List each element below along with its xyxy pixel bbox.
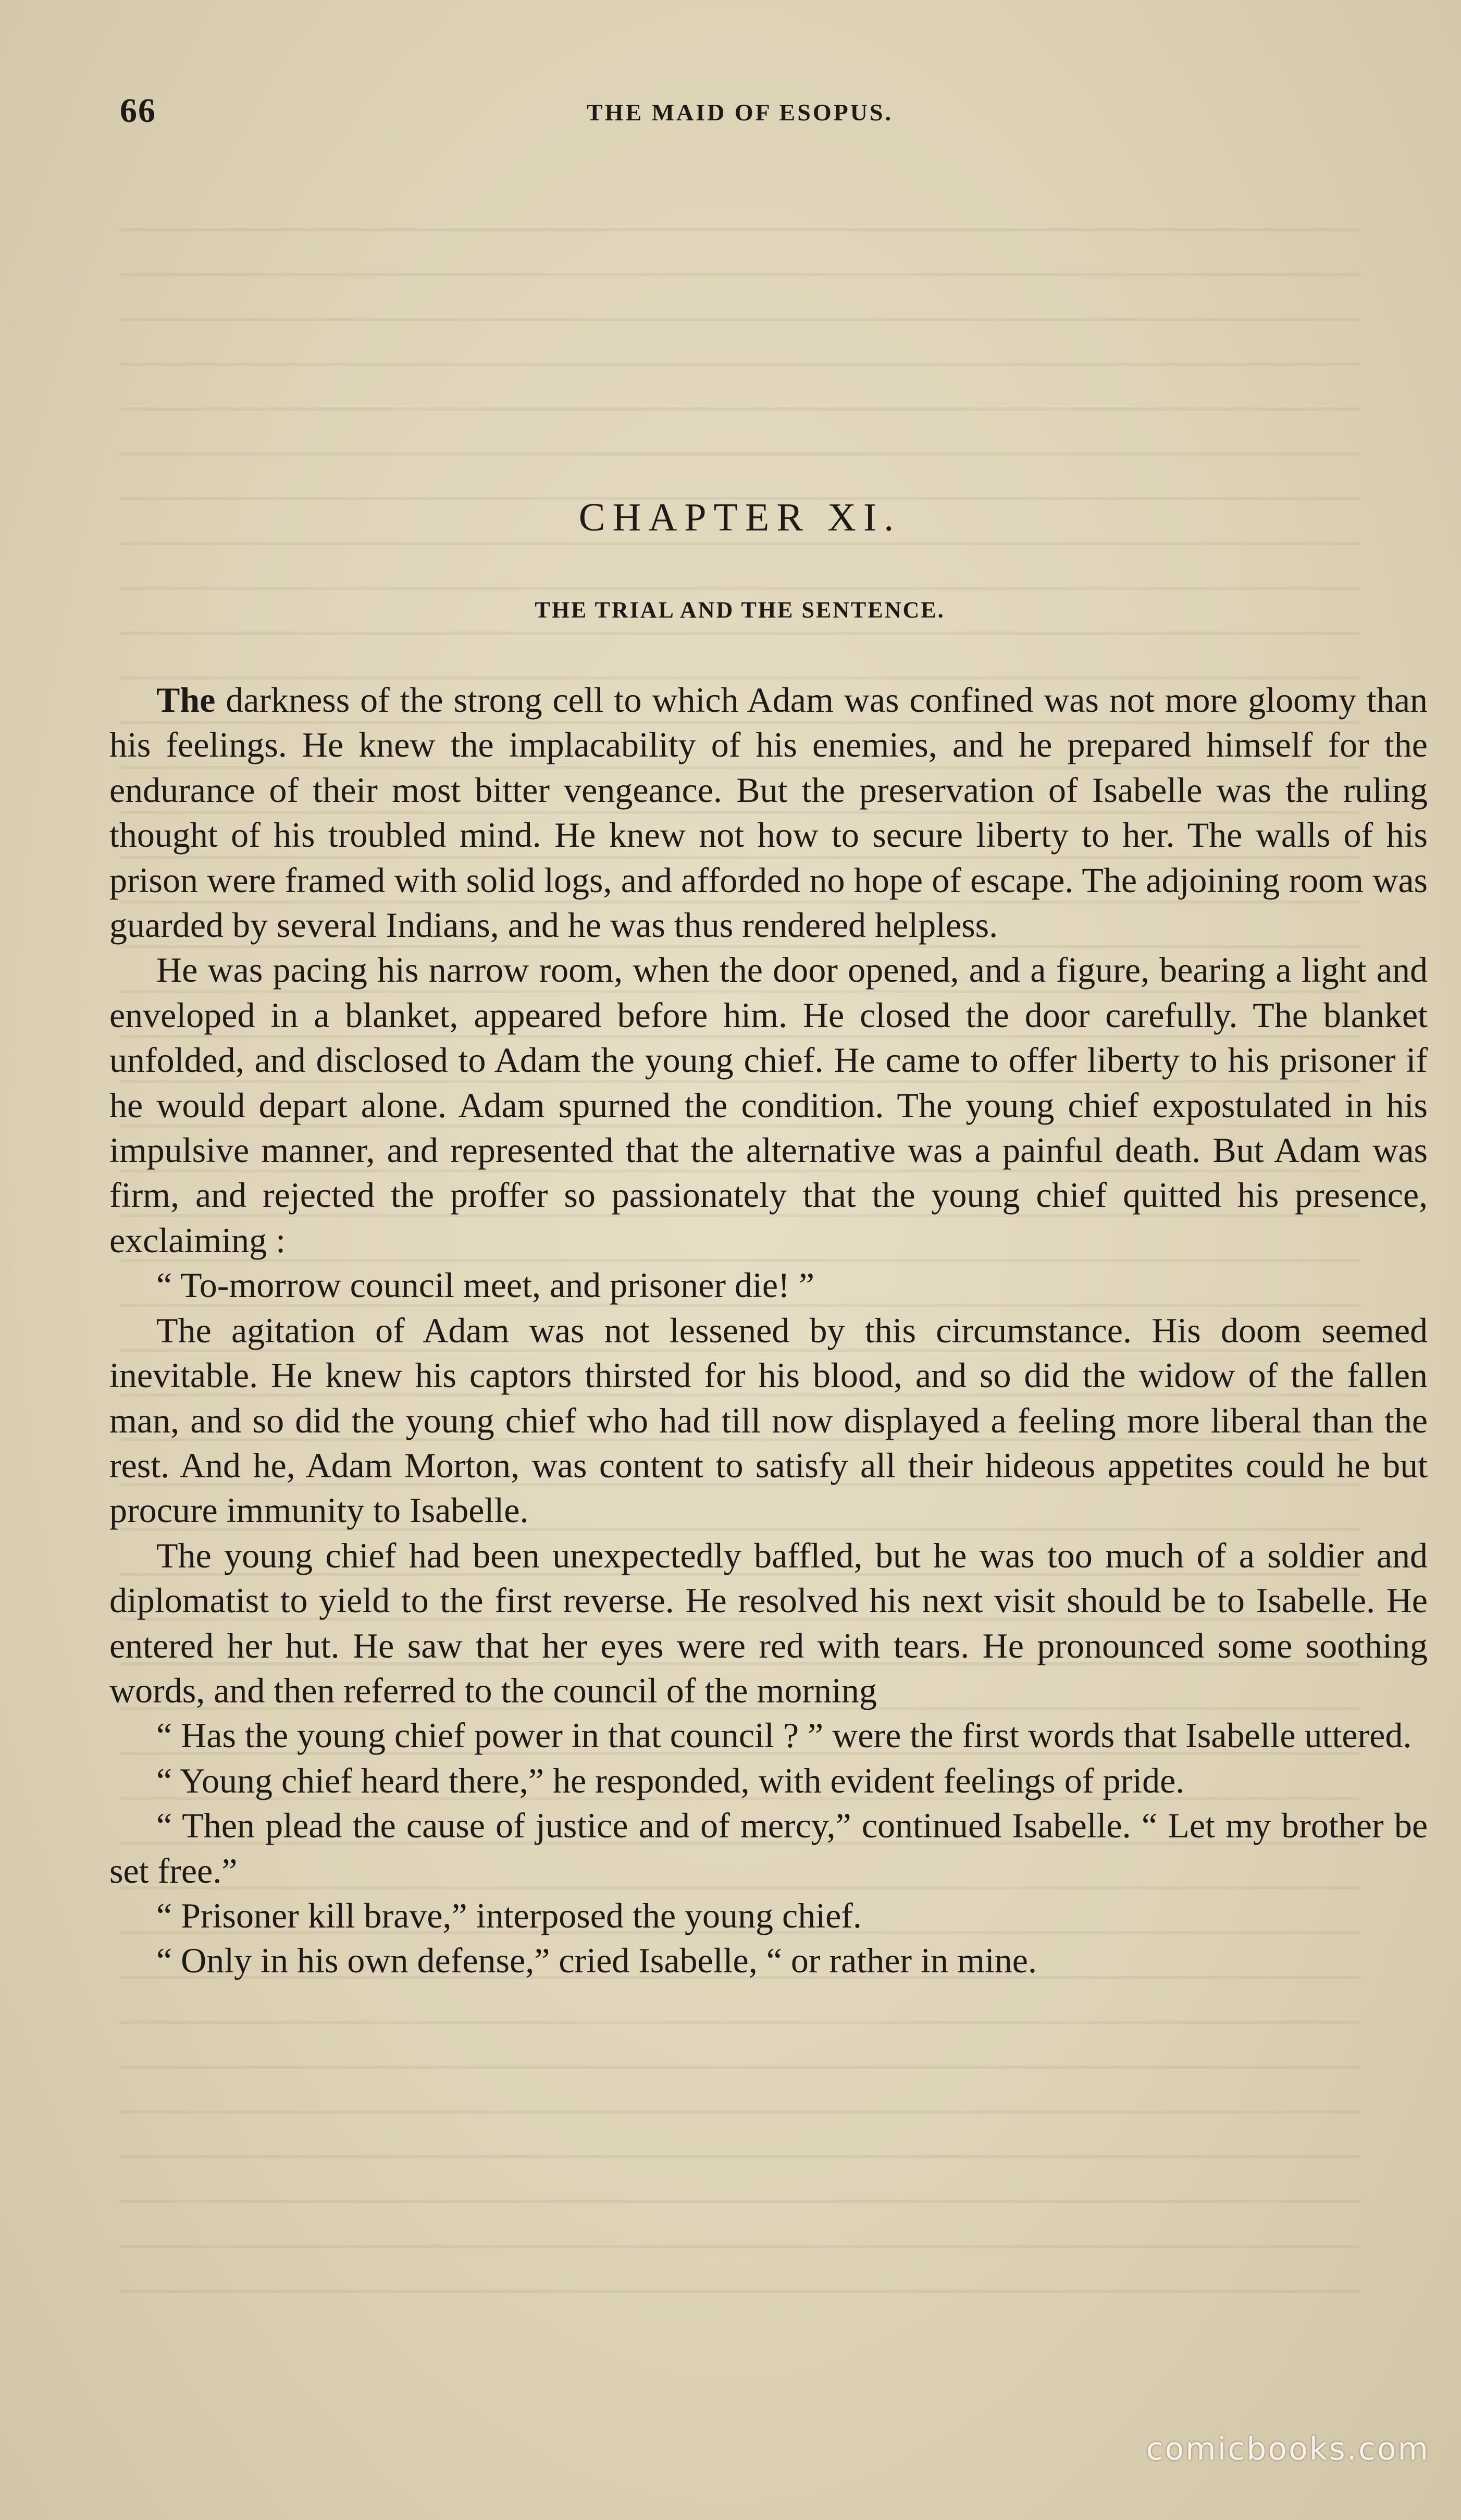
paragraph: “ To-morrow council meet, and prisoner die! ” <box>156 1265 814 1305</box>
page-number: 66 <box>120 92 156 130</box>
opening-word: The <box>156 680 216 720</box>
chapter-subtitle: THE TRIAL AND THE SENTENCE. <box>535 597 945 623</box>
paragraph: “ Then plead the cause of justice and of mercy,” continued Isabelle. “ Let my brother be set free.” <box>109 1806 1428 1891</box>
paragraph <box>109 677 1428 947</box>
paragraph: “ Only in his own defense,” cried Isabelle, “ or rather in mine. <box>156 1941 1037 1981</box>
running-head <box>120 91 1360 138</box>
paragraph: “ Prisoner kill brave,” interposed the young chief. <box>156 1895 862 1935</box>
body-text <box>109 677 1428 1983</box>
paragraph: He was pacing his narrow room, when the door opened, and a figure, bearing a light and enveloped in a blanket, appeared before him. He closed the door carefully. The blanket unfolded, and disclosed to Adam the young chief. He came to offer liberty to his prisoner if he would depart alone. Adam spurned the condition. The young chief expostulated in his impulsive manner, and represented that the alternative was a painful death. But Adam was firm, and rejected the proffer so passionately that the young chief quitted his presence, exclaiming : <box>109 950 1428 1260</box>
paragraph-text: darkness of the strong cell to which Adam was confined was not more gloomy than his feelings. He knew the implacability of his enemies, and he prepared himself for the endurance of their most bitter vengeance. But the preservation of Isabelle was the ruling thought of his troubled mind. He knew not how to secure liberty to her. The walls of his prison were framed with solid logs, and afforded no hope of escape. The adjoining room was guarded by several Indians, and he was thus rendered helpless. <box>109 680 1428 945</box>
paragraph: The agitation of Adam was not lessened by this circumstance. His doom seemed inevitable. He knew his captors thirsted for his blood, and so did the widow of the fallen man, and so did the young chief who had till now displayed a feeling more liberal than the rest. And he, Adam Morton, was content to satisfy all their hideous appetites could he but procure immunity to Isabelle. <box>109 1310 1428 1530</box>
paragraph: The young chief had been unexpectedly baffled, but he was too much of a soldier and diplomatist to yield to the first reverse. He resolved his next visit should be to Isabelle. He entered her hut. He saw that her eyes were red with tears. He pronounced some soothing words, and then referred to the council of the morning <box>109 1535 1428 1710</box>
chapter-heading: CHAPTER XI. <box>578 496 901 539</box>
paragraph: “ Has the young chief power in that council ? ” were the first words that Isabelle uttered. <box>156 1715 1412 1756</box>
running-title: THE MAID OF ESOPUS. <box>586 99 894 126</box>
paragraph: “ Young chief heard there,” he responded, with evident feelings of pride. <box>156 1760 1185 1800</box>
site-watermark: comicbooks.com <box>1146 2431 1430 2467</box>
